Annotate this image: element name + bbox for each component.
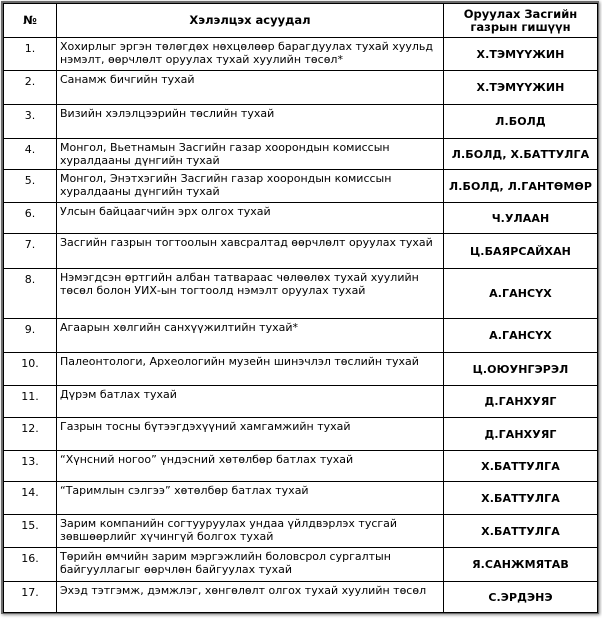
table-row — [4, 234, 598, 269]
row-presenter: Ц.ОЮУНГЭРЭЛ — [444, 353, 598, 386]
row-issue: Монгол, Вьетнамын Засгийн газар хоорондын комиссын хуралдааны дүнгийн тухай — [57, 139, 444, 170]
row-issue: Нэмэгдсэн өртгийн албан татвараас чөлөөлөх тухай хуулийн төсөл болон УИХ-ын тогтоолд нэмэлт оруулах тухай — [57, 269, 444, 319]
table-header-row — [4, 4, 598, 38]
header-issue: Хэлэлцэх асуудал — [57, 4, 444, 38]
row-number: 12. — [4, 418, 57, 451]
header-num: № — [4, 4, 57, 38]
table-row — [4, 139, 598, 170]
table-row — [4, 269, 598, 319]
row-issue: Визийн хэлэлцээрийн төслийн тухай — [57, 105, 444, 139]
row-presenter: Х.БАТТУЛГА — [444, 515, 598, 548]
row-presenter: Л.БОЛД — [444, 105, 598, 139]
row-presenter: Ц.БАЯРСАЙХАН — [444, 234, 598, 269]
row-issue: Эхэд тэтгэмж, дэмжлэг, хөнгөлөлт олгох тухай хуулийн төсөл — [57, 582, 444, 613]
row-issue: Төрийн өмчийн зарим мэргэжлийн боловсрол сургалтын байгууллагыг өөрчлөн байгуулах тухай — [57, 548, 444, 582]
row-presenter: А.ГАНСҮХ — [444, 319, 598, 353]
table-row — [4, 451, 598, 482]
table-row — [4, 418, 598, 451]
row-presenter: Д.ГАНХУЯГ — [444, 418, 598, 451]
row-presenter: Я.САНЖМЯТАВ — [444, 548, 598, 582]
row-presenter: Ч.УЛААН — [444, 203, 598, 234]
row-number: 4. — [4, 139, 57, 170]
row-number: 8. — [4, 269, 57, 319]
row-issue: Санамж бичгийн тухай — [57, 71, 444, 105]
row-number: 9. — [4, 319, 57, 353]
row-issue: Засгийн газрын тогтоолын хавсралтад өөрчлөлт оруулах тухай — [57, 234, 444, 269]
agenda-table — [3, 3, 598, 613]
row-issue: Газрын тосны бүтээгдэхүүний хамгамжийн тухай — [57, 418, 444, 451]
row-issue: Хохирлыг эргэн төлөгдөх нөхцөлөөр барагдуулах тухай хуульд нэмэлт, өөрчлөлт оруулах тухай хуулийн төсөл* — [57, 38, 444, 71]
table-row — [4, 482, 598, 515]
table-row — [4, 319, 598, 353]
row-number: 10. — [4, 353, 57, 386]
row-number: 2. — [4, 71, 57, 105]
row-presenter: Л.БОЛД, Х.БАТТУЛГА — [444, 139, 598, 170]
row-number: 17. — [4, 582, 57, 613]
row-number: 15. — [4, 515, 57, 548]
table-row — [4, 71, 598, 105]
row-number: 6. — [4, 203, 57, 234]
row-presenter: С.ЭРДЭНЭ — [444, 582, 598, 613]
row-number: 7. — [4, 234, 57, 269]
row-number: 14. — [4, 482, 57, 515]
table-row — [4, 353, 598, 386]
row-number: 1. — [4, 38, 57, 71]
agenda-document — [1, 1, 599, 614]
row-number: 16. — [4, 548, 57, 582]
row-presenter: Х.ТЭМҮҮЖИН — [444, 71, 598, 105]
row-number: 5. — [4, 170, 57, 203]
row-presenter: Х.БАТТУЛГА — [444, 482, 598, 515]
row-presenter: Х.БАТТУЛГА — [444, 451, 598, 482]
table-row — [4, 515, 598, 548]
row-presenter: А.ГАНСҮХ — [444, 269, 598, 319]
row-issue: “Хүнсний ногоо” үндэсний хөтөлбөр батлах тухай — [57, 451, 444, 482]
row-number: 13. — [4, 451, 57, 482]
row-issue: Палеонтологи, Археологийн музейн шинэчлэл төслийн тухай — [57, 353, 444, 386]
row-presenter: Л.БОЛД, Л.ГАНТӨМӨР — [444, 170, 598, 203]
row-presenter: Д.ГАНХУЯГ — [444, 386, 598, 418]
row-issue: Улсын байцаагчийн эрх олгох тухай — [57, 203, 444, 234]
table-row — [4, 203, 598, 234]
table-row — [4, 548, 598, 582]
table-row — [4, 38, 598, 71]
row-issue: “Таримлын сэлгээ” хөтөлбөр батлах тухай — [57, 482, 444, 515]
table-row — [4, 170, 598, 203]
header-presenter: Оруулах Засгийн газрын гишүүн — [444, 4, 598, 38]
row-issue: Зарим компанийн согтууруулах ундаа үйлдвэрлэх тусгай зөвшөөрлийг хүчингүй болгох тухай — [57, 515, 444, 548]
table-row — [4, 105, 598, 139]
row-issue: Агаарын хөлгийн санхүүжилтийн тухай* — [57, 319, 444, 353]
row-issue: Монгол, Энэтхэгийн Засгийн газар хоорондын комиссын хуралдааны дүнгийн тухай — [57, 170, 444, 203]
row-number: 3. — [4, 105, 57, 139]
table-row — [4, 582, 598, 613]
table-row — [4, 386, 598, 418]
row-issue: Дүрэм батлах тухай — [57, 386, 444, 418]
row-number: 11. — [4, 386, 57, 418]
row-presenter: Х.ТЭМҮҮЖИН — [444, 38, 598, 71]
